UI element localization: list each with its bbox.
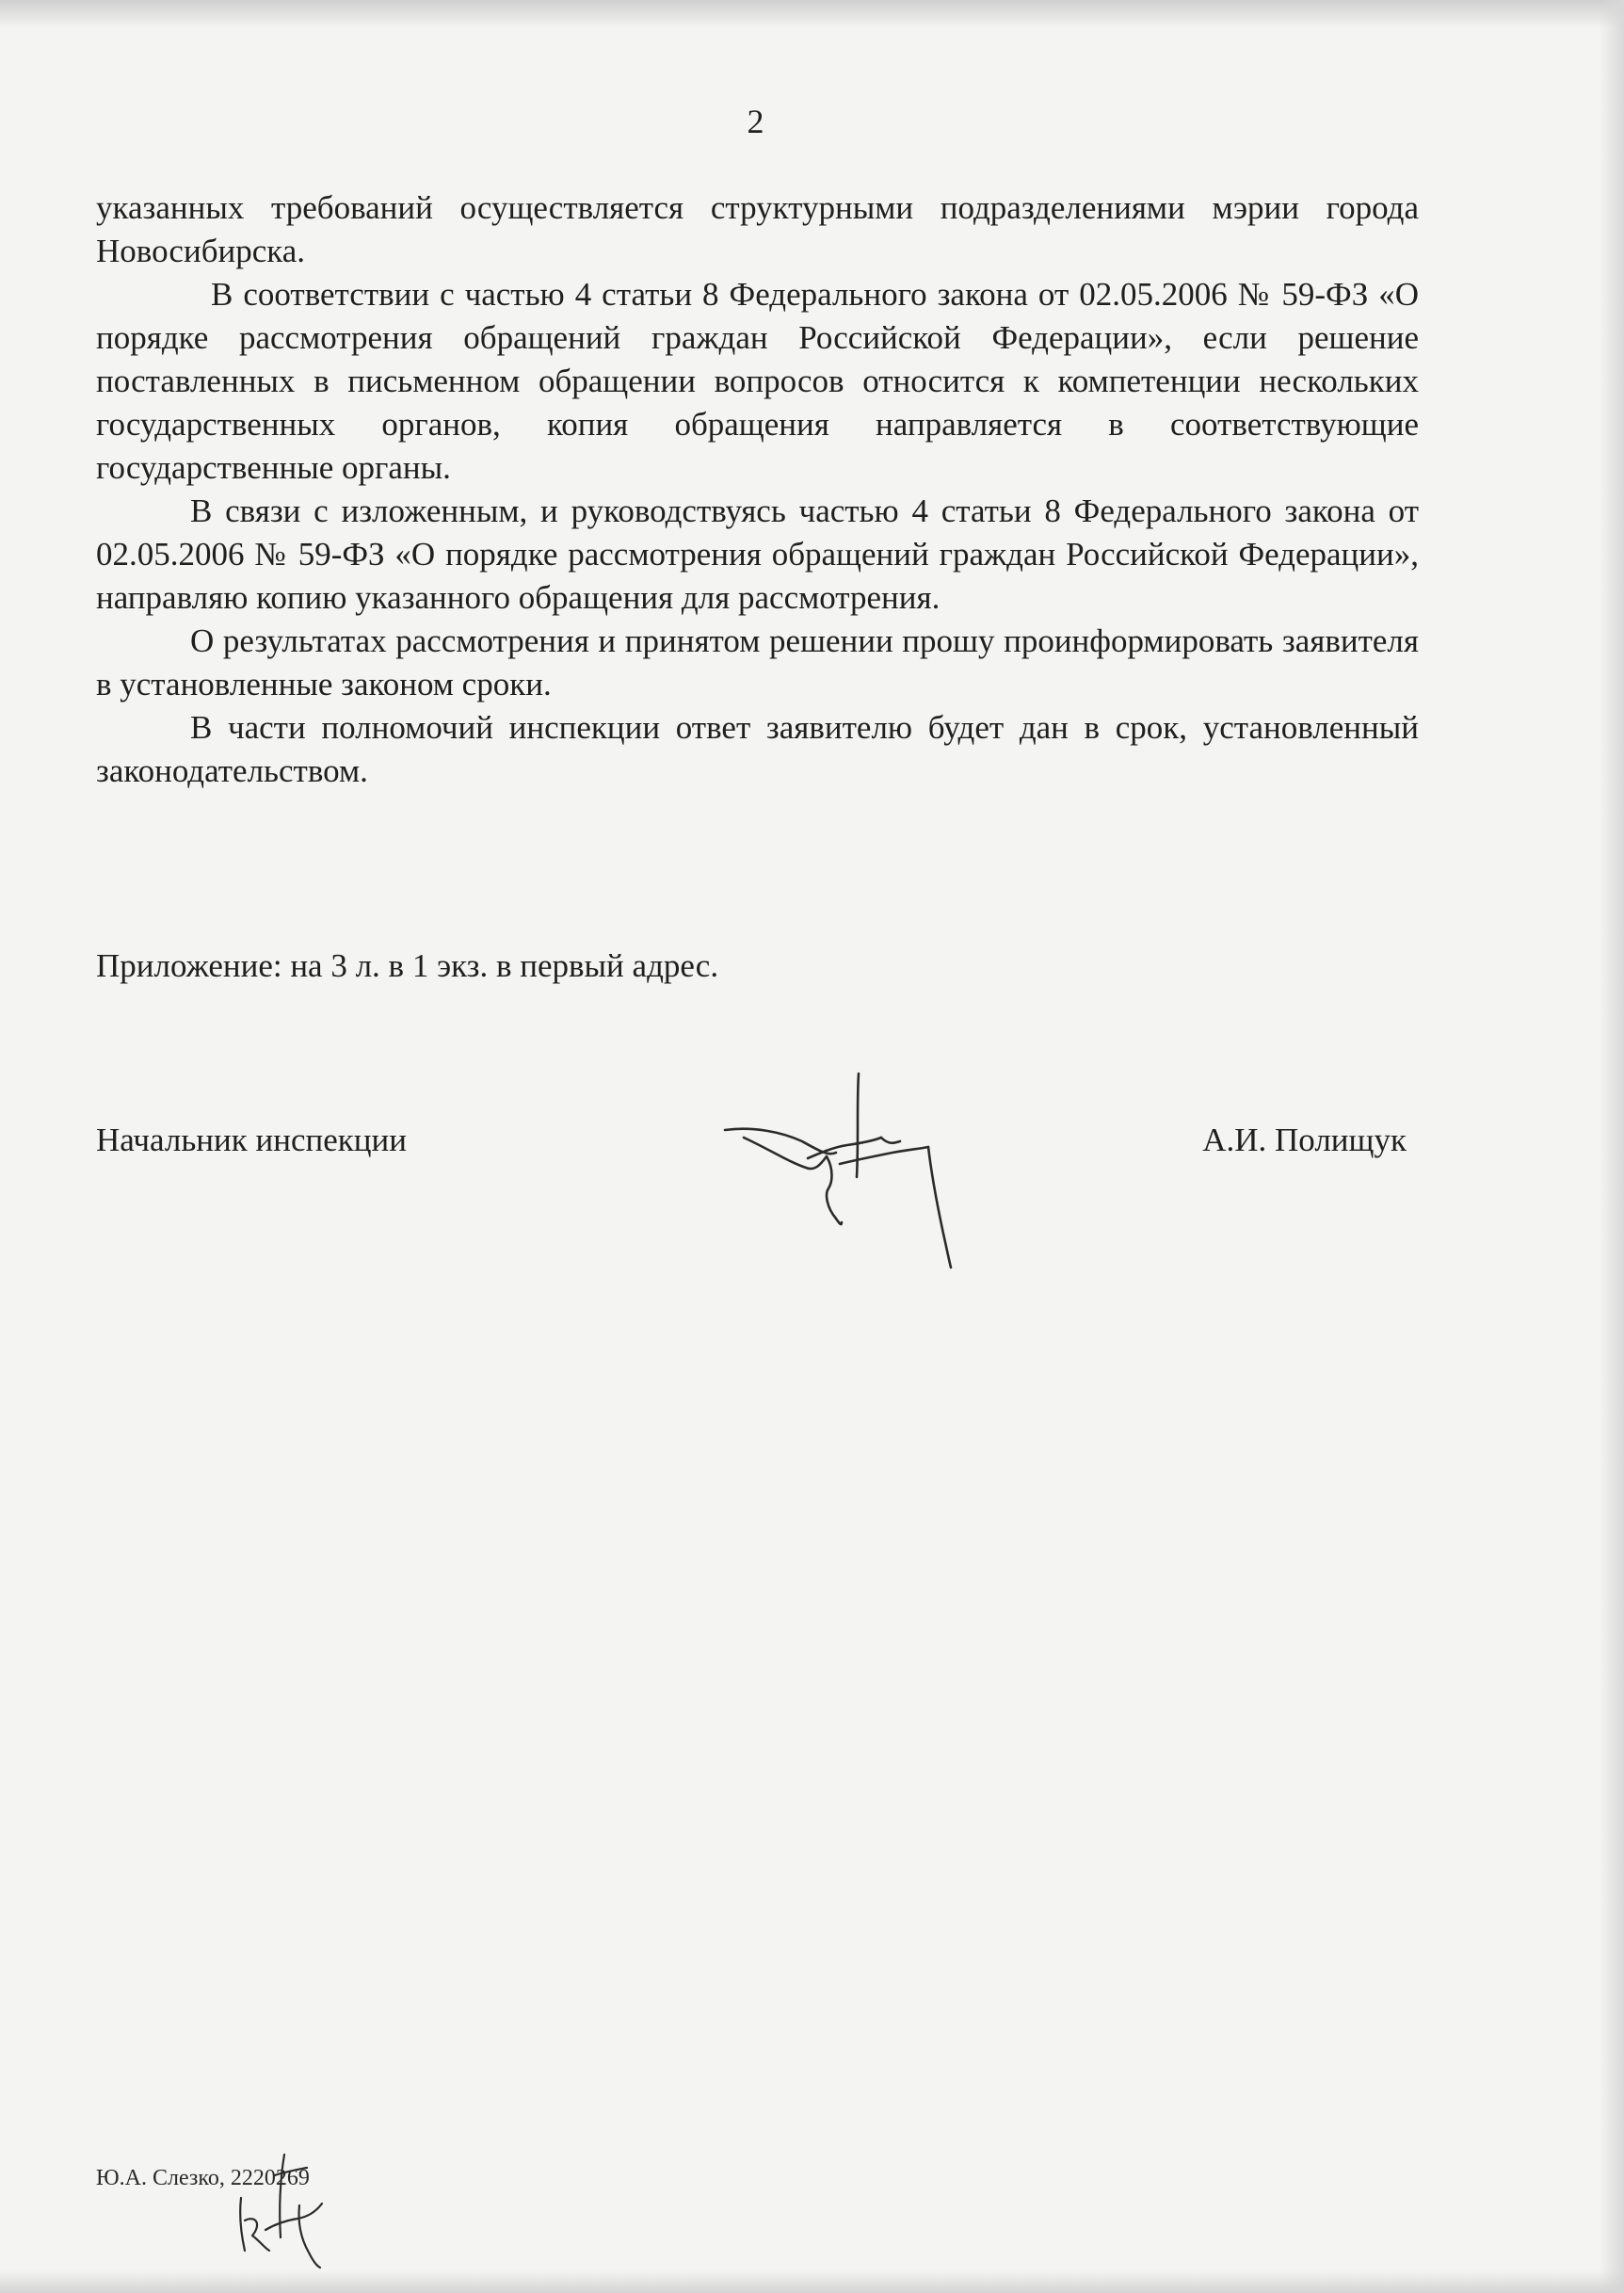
signatory-position: Начальник инспекции xyxy=(96,1122,407,1158)
scan-shadow-bottom xyxy=(0,2270,1624,2293)
scan-shadow-top xyxy=(0,0,1624,28)
attachment-note: Приложение: на 3 л. в 1 экз. в первый адрес. xyxy=(96,947,719,984)
paragraph-forwarding: В связи с изложенным, и руководствуясь частью 4 статьи 8 Федерального закона от 02.05.2006 № 59-ФЗ «О порядке рассмотрения обращений граждан Российской Федерации», направляю копию указанного обращения для рассмотрения. xyxy=(96,493,1419,616)
signatory-name: А.И. Полищук xyxy=(1202,1122,1407,1158)
paragraph-request: О результатах рассмотрения и принятом решении прошу проинформировать заявителя в установленные законом сроки. xyxy=(96,622,1419,702)
paragraph-continuation: указанных требований осуществляется структурными подразделениями мэрии города Новосибирска. xyxy=(96,189,1419,269)
page-number: 2 xyxy=(747,103,764,140)
handwritten-signature xyxy=(716,1066,998,1292)
letter-body xyxy=(96,186,1419,793)
handwritten-initials xyxy=(218,2149,341,2271)
executor-contact: Ю.А. Слезко, 2220269 xyxy=(96,2166,310,2190)
paragraph-response-note: В части полномочий инспекции ответ заявителю будет дан в срок, установленный законодательством. xyxy=(96,709,1419,789)
paragraph-legal-basis: В соответствии с частью 4 статьи 8 Федерального закона от 02.05.2006 № 59-ФЗ «О порядке рассмотрения обращений граждан Российской Федерации», если решение поставленных в письменном обращении вопросов относится к компетенции нескольких государственных органов, копия обращения направляется в соответствующие государственные органы. xyxy=(96,276,1419,486)
scan-shadow-right xyxy=(1600,0,1624,2293)
